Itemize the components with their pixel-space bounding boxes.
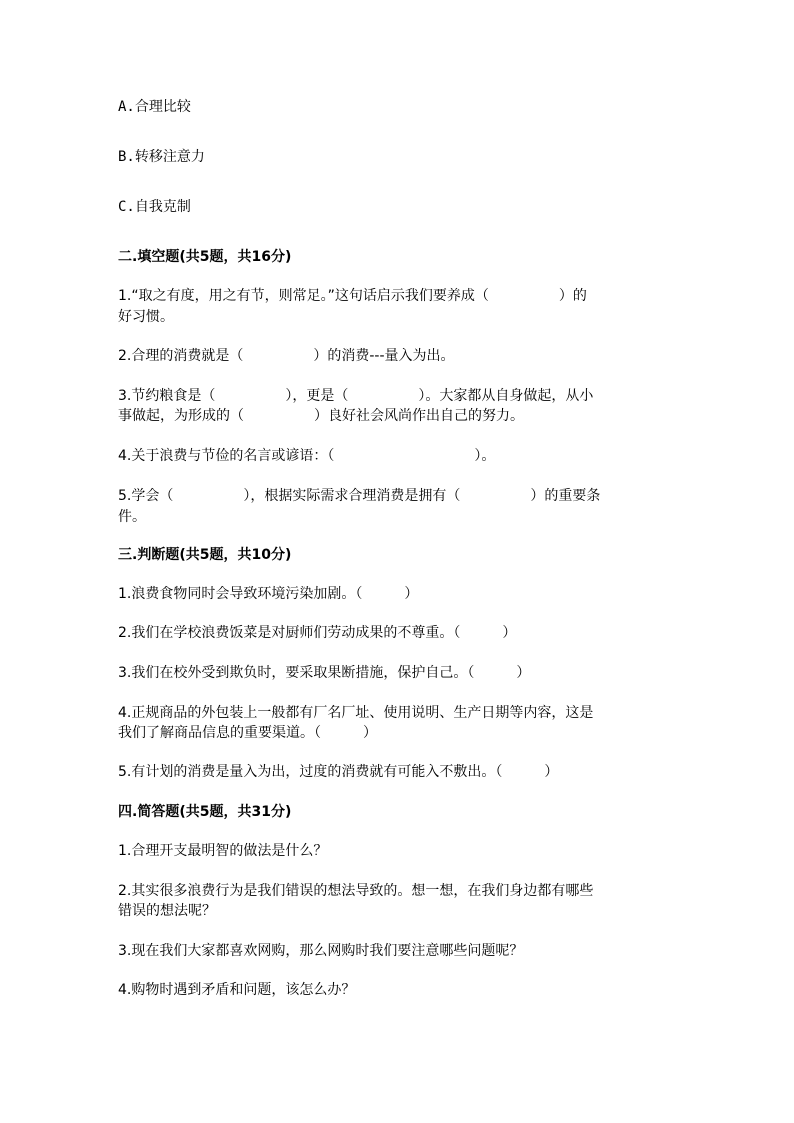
- option-b: B.转移注意力: [118, 149, 205, 165]
- fill-question-3-line-2: 事做起，为形成的（ ）良好社会风尚作出自己的努力。: [118, 408, 524, 424]
- judge-question-3: 3.我们在校外受到欺负时，要采取果断措施，保护自己。（ ）: [118, 665, 531, 681]
- option-a: A.合理比较: [118, 99, 191, 115]
- short-question-4: 4.购物时遇到矛盾和问题，该怎么办？: [118, 982, 356, 998]
- section-heading-fill: 二.填空题(共5题，共16分): [118, 249, 292, 265]
- section-heading-short: 四.简答题(共5题，共31分): [118, 804, 292, 820]
- fill-question-5-line-1: 5.学会（ ），根据实际需求合理消费是拥有（ ）的重要条: [118, 488, 601, 504]
- section-heading-judge: 三.判断题(共5题，共10分): [118, 547, 292, 563]
- short-question-1: 1.合理开支最明智的做法是什么？: [118, 843, 328, 859]
- judge-question-1: 1.浪费食物同时会导致环境污染加剧。（ ）: [118, 586, 419, 602]
- fill-question-4: 4.关于浪费与节俭的名言或谚语：（ ）。: [118, 448, 496, 464]
- judge-question-4-line-1: 4.正规商品的外包装上一般都有厂名厂址、使用说明、生产日期等内容，这是: [118, 705, 594, 721]
- fill-question-3-line-1: 3.节约粮食是（ ），更是（ ）。大家都从自身做起，从小: [118, 388, 594, 404]
- fill-question-5-line-2: 件。: [118, 509, 146, 525]
- judge-question-2: 2.我们在学校浪费饭菜是对厨师们劳动成果的不尊重。（ ）: [118, 625, 517, 641]
- judge-question-4-line-2: 我们了解商品信息的重要渠道。（ ）: [118, 725, 377, 741]
- short-question-2-line-2: 错误的想法呢？: [118, 903, 216, 919]
- judge-question-5: 5.有计划的消费是量入为出，过度的消费就有可能入不敷出。（ ）: [118, 764, 559, 780]
- fill-question-1-line-2: 好习惯。: [118, 309, 174, 325]
- fill-question-2: 2.合理的消费就是（ ）的消费---量入为出。: [118, 348, 455, 364]
- short-question-3: 3.现在我们大家都喜欢网购，那么网购时我们要注意哪些问题呢？: [118, 943, 524, 959]
- fill-question-1-line-1: 1.“取之有度，用之有节，则常足。”这句话启示我们要养成（ ）的: [118, 288, 587, 304]
- short-question-2-line-1: 2.其实很多浪费行为是我们错误的想法导致的。想一想，在我们身边都有哪些: [118, 883, 594, 899]
- option-c: C.自我克制: [118, 199, 191, 215]
